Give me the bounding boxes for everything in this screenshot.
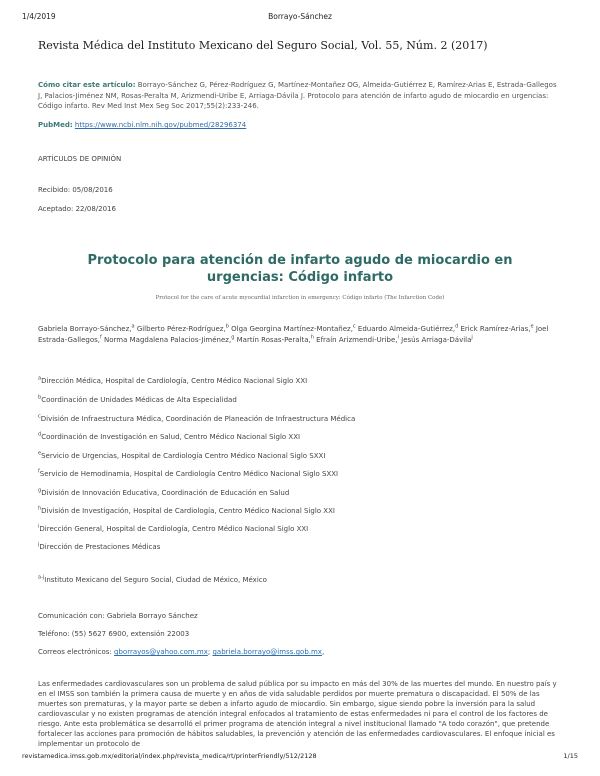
section-label: ARTÍCULOS DE OPINIÓN [38,155,122,163]
author: Gabriela Borrayo-Sánchez,$^a$ [38,323,135,333]
footer-url: revistamedica.imss.gob.mx/editorial/index.php/revista_medica/rt/printerFriendly/512/2128 [22,752,317,760]
email-link[interactable]: gborrayos@yahoo.com.mx [114,648,208,656]
author: Martín Rosas-Peralta,$^h$ [236,334,314,344]
author: Joel Estrada-Gallegos,$^f$ [38,325,549,344]
affiliation: $^j$Dirección de Prestaciones Médicas [38,541,161,551]
journal-line: Revista Médica del Instituto Mexicano del Seguro Social, Vol. 55, Núm. 2 (2017) [38,39,488,52]
affiliation: $^a$Dirección Médica, Hospital de Cardiología, Centro Médico Nacional Siglo XXI [38,375,308,385]
citation-label: Cómo citar este artículo: [38,81,136,89]
print-header-title: Borrayo-Sánchez [268,12,332,21]
affiliation: $^h$División de Investigación, Hospital de Cardiología, Centro Médico Nacional Siglo XXI [38,505,335,515]
author: Efraín Arizmendi-Uribe,$^i$ [316,334,399,344]
pubmed-line [38,121,246,129]
affiliation: $^g$División de Innovación Educativa, Coordinación de Educación en Salud [38,487,290,497]
affiliation: $^e$Servicio de Urgencias, Hospital de Cardiología Centro Médico Nacional Siglo SXXI [38,450,326,460]
citation-block [38,80,560,112]
affiliation: $^c$División de Infraestructura Médica, Coordinación de Planeación de Infraestructura Médica [38,413,356,423]
author: Jesús Arriaga-Dávila$^j$ [401,334,473,344]
contact-phone: Teléfono: (55) 5627 6900, extensión 22003 [38,630,190,638]
pubmed-label: PubMed: [38,121,73,129]
affiliation: $^i$Dirección General, Hospital de Cardiología, Centro Médico Nacional Siglo XXI [38,523,309,533]
footer-page-number: 1/15 [563,752,578,760]
article-subtitle-en: Protocol for the care of acute myocardial infarction in emergency: Código infarto (The Infarction Code) [155,295,445,301]
author: Gilberto Pérez-Rodríguez,$^b$ [136,323,229,333]
citation-text: Borrayo-Sánchez G, Pérez-Rodríguez G, Martínez-Montañez OG, Almeida-Gutiérrez E, Ramírez-Arias E, Estrada-Gallegos J, Palacios-Jiménez NM, Rosas-Peralta M, Arizmendi-Uribe E, Arriaga-Dávila J. Protocolo para atención de infarto agudo de miocardio en urgencias: Código infarto. Rev Med Inst Mex Seg Soc 2017;55(2):233-246. [38,81,557,110]
print-date: 1/4/2019 [22,12,56,21]
author: Norma Magdalena Palacios-Jiménez,$^g$ [104,334,235,344]
pubmed-link[interactable]: https://www.ncbi.nlm.nih.gov/pubmed/28296374 [74,121,247,129]
author: Eduardo Almeida-Gutiérrez,$^d$ [357,323,459,333]
author-list [38,324,560,346]
accepted-date: Aceptado: 22/08/2016 [38,205,116,213]
author: Olga Georgina Martínez-Montañez,$^c$ [231,323,356,333]
received-date: Recibido: 05/08/2016 [38,186,113,194]
affiliation: $^b$Coordinación de Unidades Médicas de Alta Especialidad [38,394,237,404]
institution-line: $^{a-j}$Instituto Mexicano del Seguro Social, Ciudad de México, México [38,574,267,584]
contact-person: Comunicación con: Gabriela Borrayo Sánchez [38,612,198,620]
affiliation: $^f$Servicio de Hemodinamia, Hospital de Cardiología Centro Médico Nacional Siglo SXXI [38,468,339,478]
abstract-paragraph: Las enfermedades cardiovasculares son un problema de salud pública por su impacto en más del 30% de las muertes del mundo. En nuestro país y en el IMSS son también la primera causa de muerte y en años de vida saludable perdidos por muerte prematura o discapacidad. El 50% de las muertes son prematuras, y la mayor parte se deben a infarto agudo de miocardio. Sin embargo, sigue siendo pobre la inversión para la salud cardiovascular y no existen programas de atención integral enfocados al tratamiento de estas enfermedades ni para el control de los factores de riesgo. Ante esta problemática se desarrolló el primer programa de atención integral a nivel institucional llamado "A todo corazón", que pretende fortalecer las acciones para promoción de hábitos saludables, la prevención y atención de las enfermedades cardiovasculares. El enfoque inicial es implementar un protocolo de [38,680,557,748]
author: Erick Ramírez-Arias,$^e$ [460,323,534,333]
contact-emails: Correos electrónicos: gborrayos@yahoo.com.mx; gabriela.borrayo@imss.gob.mx, [38,648,325,656]
email-link[interactable]: gabriela.borrayo@imss.gob.mx [212,648,322,656]
affiliation: $^d$Coordinación de Investigación en Salud, Centro Médico Nacional Siglo XXI [38,431,301,441]
article-title: Protocolo para atención de infarto agudo de miocardio en urgencias: Código infarto [87,253,513,285]
